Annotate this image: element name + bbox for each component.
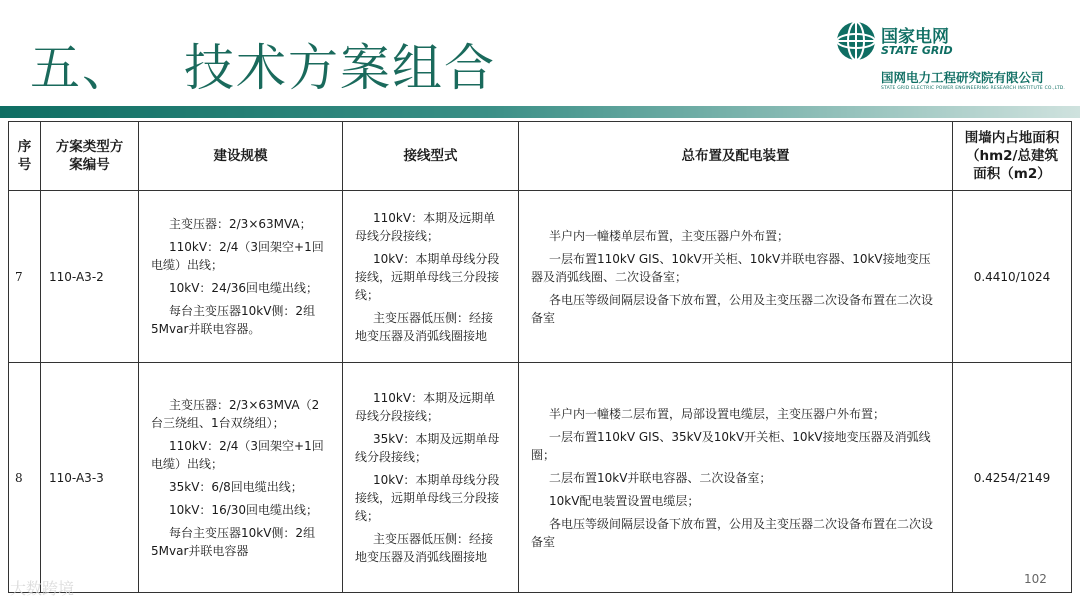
row-wiring: 110kV：本期及远期单母线分段接线； 10kV：本期单母线分段接线，远期单母线三分段接线； 主变压器低压侧：经接地变压器及消弧线圈接地 [343,191,519,363]
watermark: 大数跨境 [10,579,75,598]
institute-name-en: STATE GRID ELECTRIC POWER ENGINEERING RESEARCH INSTITUTE CO.,LTD. [881,86,1066,91]
title-number: 五、 [30,39,134,97]
row-code: 110-A3-2 [41,191,139,363]
header-wiring: 接线型式 [343,122,519,191]
row-layout: 半户内一幢楼单层布置，主变压器户外布置； 一层布置110kV GIS、10kV开关柜、10kV并联电容器、10kV接地变压器及消弧线圈、二次设备室； 各电压等级间隔层设备下放布置，公用及主变压器二次设备布置在二次设备室 [519,191,953,363]
header-type: 方案类型方案编号 [41,122,139,191]
header-area: 围墙内占地面积（hm2/总建筑面积（m2） [953,122,1072,191]
globe-logo-icon [835,20,877,62]
header-seq: 序号 [9,122,41,191]
row-scale: 主变压器：2/3×63MVA（2台三绕组、1台双绕组）； 110kV：2/4（3回架空+1回电缆）出线； 35kV：6/8回电缆出线； 10kV：16/30回电缆出线； 每台主变压器10kV侧：2组5Mvar并联电容器 [139,363,343,593]
page-number: 102 [1024,572,1047,586]
table-header-row [9,122,1072,191]
row-area: 0.4410/1024 [953,191,1072,363]
row-area: 0.4254/2149 [953,363,1072,593]
title-text: 技术方案组合 [184,39,496,97]
header-layout: 总布置及配电装置 [519,122,953,191]
row-wiring: 110kV：本期及远期单母线分段接线； 35kV：本期及远期单母线分段接线； 10kV：本期单母线分段接线，远期单母线三分段接线； 主变压器低压侧：经接地变压器及消弧线圈接地 [343,363,519,593]
header-scale: 建设规模 [139,122,343,191]
row-seq: 8 [9,363,41,593]
logo-cn: 国家电网 [881,27,949,47]
table-row [9,363,1072,593]
logo-en: STATE GRID [881,44,953,57]
state-grid-logo [835,20,1075,100]
page-title [30,28,496,100]
table-row [9,191,1072,363]
row-seq: 7 [9,191,41,363]
institute-name: 国网电力工程研究院有限公司 [881,70,1044,85]
row-scale: 主变压器：2/3×63MVA； 110kV：2/4（3回架空+1回电缆）出线； 10kV：24/36回电缆出线； 每台主变压器10kV侧：2组5Mvar并联电容器。 [139,191,343,363]
header-band [0,106,1080,118]
scheme-table [8,121,1072,593]
row-code: 110-A3-3 [41,363,139,593]
row-layout: 半户内一幢楼二层布置，局部设置电缆层，主变压器户外布置； 一层布置110kV GIS、35kV及10kV开关柜、10kV接地变压器及消弧线圈； 二层布置10kV并联电容器、二次设备室； 10kV配电装置设置电缆层； 各电压等级间隔层设备下放布置，公用及主变压器二次设备布置在二次设备室 [519,363,953,593]
